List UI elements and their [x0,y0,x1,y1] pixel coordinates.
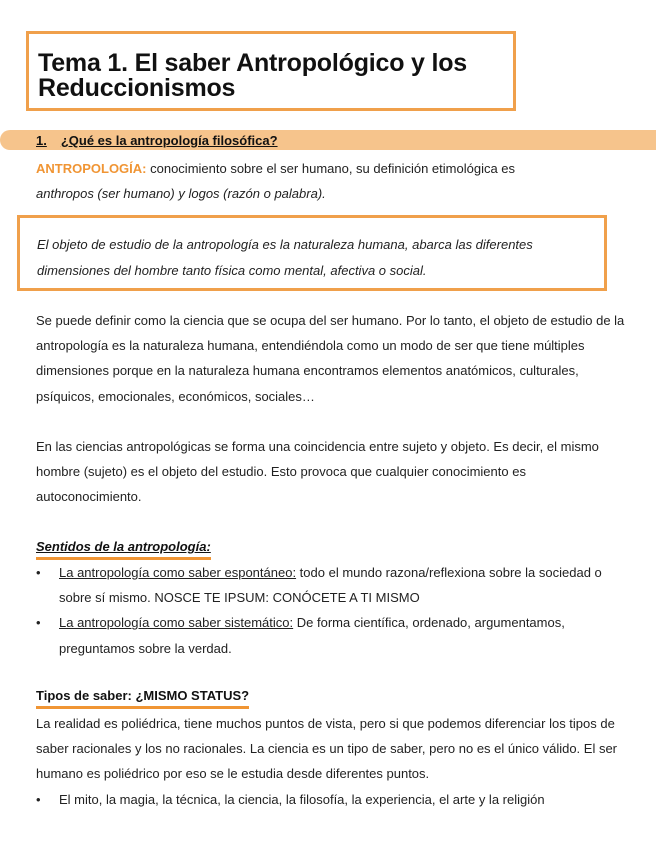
senses-heading [36,539,211,560]
section-title: ¿Qué es la antropología filosófica? [60,133,278,148]
senses-heading-text: Sentidos de la antropología: [36,539,211,560]
definition-term: ANTROPOLOGÍA: [36,161,147,176]
page-title: Tema 1. El saber Antropológico y los Reduccionismos [38,49,468,102]
list-item-label: La antropología como saber espontáneo: [59,565,297,580]
list-item-text: todo el mundo razona/reflexiona sobre la sociedad o sobre sí mismo. NOSCE TE IPSUM: CONÓCETE A TI MISMO [59,565,602,606]
list-item-text: De forma científica, ordenado, argumentamos, preguntamos sobre la verdad. [59,615,565,656]
section-heading [36,133,278,148]
definition-paragraph [36,156,626,206]
definition-text: conocimiento sobre el ser humano, su definición etimológica es [146,161,516,176]
list-item [36,610,626,660]
knowledge-heading [36,688,249,709]
bullet-icon: • [36,615,41,631]
bullet-icon: • [36,792,41,807]
paragraph-definition-science: Se puede definir como la ciencia que se ocupa del ser humano. Por lo tanto, el objeto de estudio de la antropología es la naturaleza humana, entendiéndola como un modo de ser que tiene múltiples dimensiones porque en la naturaleza humana encontramos elementos anatómicos, culturales, psíquicos, emocionales, económicos, sociales… [36,313,625,404]
definition-etymology: anthropos (ser humano) y logos (razón o palabra). [36,186,326,202]
list-item-text: El mito, la magia, la técnica, la ciencia, la filosofía, la experiencia, el arte y la religión [59,792,545,807]
section-number: 1. [36,133,47,148]
paragraph-subject-object: En las ciencias antropológicas se forma una coincidencia entre sujeto y objeto. Es decir, el mismo hombre (sujeto) es el objeto del estudio. Esto provoca que cualquier conocimiento es autoconocimiento. [36,439,599,505]
list-item [36,787,626,812]
knowledge-heading-text: Tipos de saber: ¿MISMO STATUS? [36,688,249,709]
quote-box [17,215,607,291]
knowledge-paragraph: La realidad es poliédrica, tiene muchos puntos de vista, pero si que podemos diferenciar los tipos de saber racionales y los no racionales. La ciencia es un tipo de saber, pero no es el único válido. El ser humano es poliédrico por eso se le estudia desde diferentes puntos. [36,716,618,782]
quote-text: El objeto de estudio de la antropología es la naturaleza humana, abarca las diferentes dimensiones del hombre tanto física como mental, afectiva o social. [37,237,533,278]
list-item [36,560,626,610]
knowledge-list [36,787,626,812]
list-item-label: La antropología como saber sistemático: [59,615,294,631]
senses-list [36,560,626,661]
title-box [26,31,516,111]
bullet-icon: • [36,565,41,580]
